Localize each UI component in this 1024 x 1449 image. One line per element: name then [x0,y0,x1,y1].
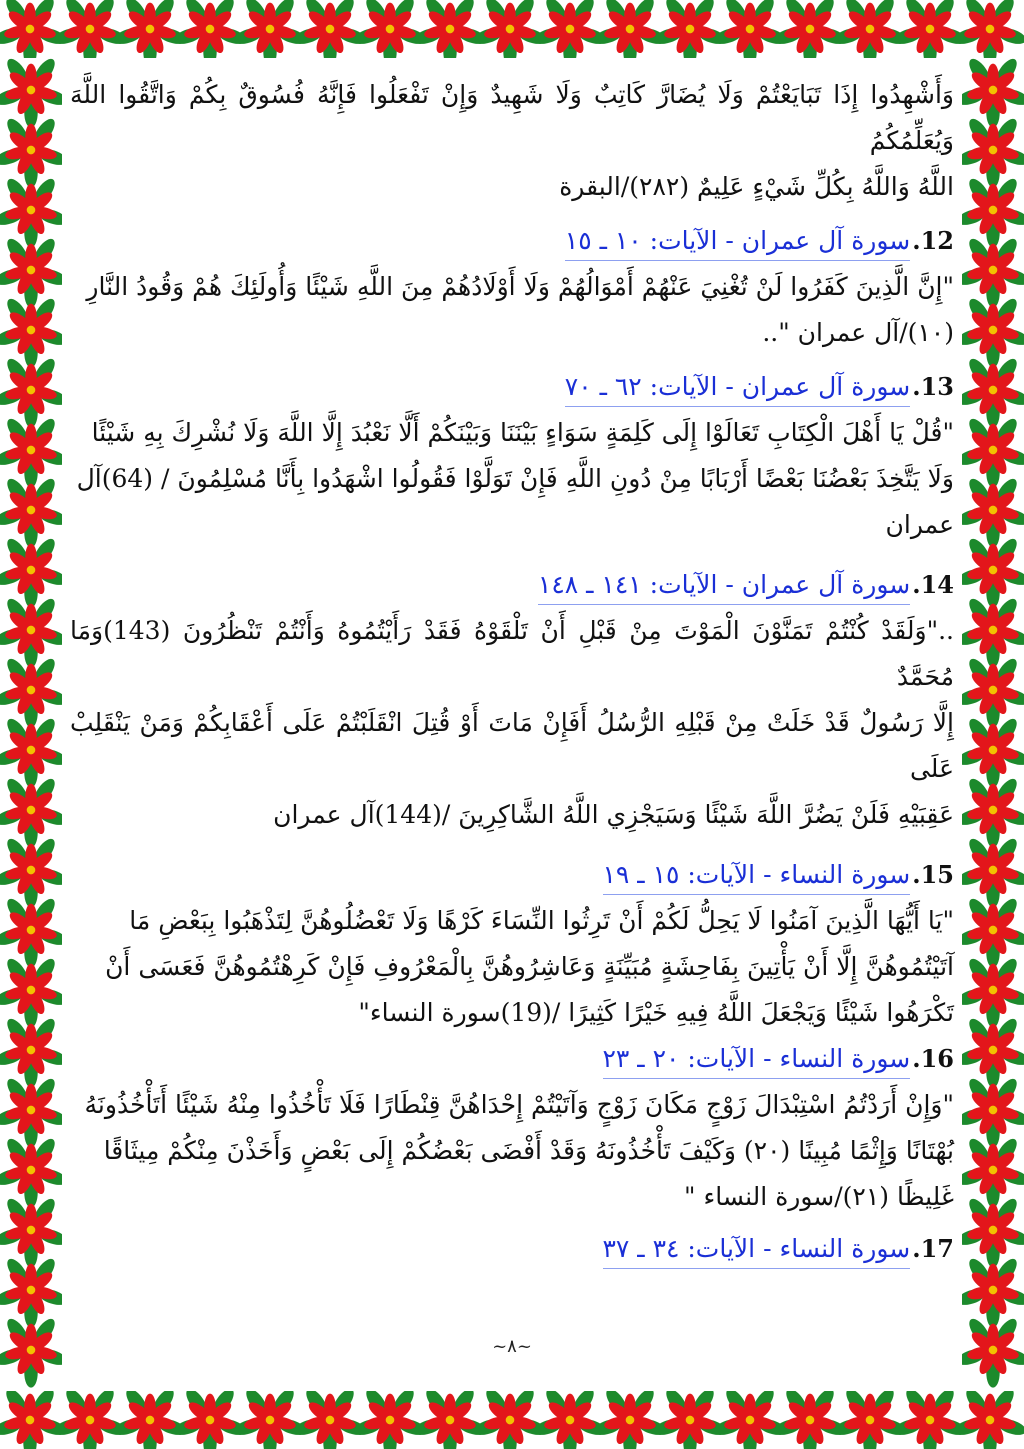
verse-line: بُهْتَانًا وَإِثْمًا مُبِينًا (٢٠) وَكَيْفَ تَأْخُذُونَهُ وَقَدْ أَفْضَى بَعْضُكُمْ إِلَى بَعْضٍ وَأَخَذْنَ مِنْكُمْ مِيثَاقًا [103,1136,954,1165]
verse-line: "قُلْ يَا أَهْلَ الْكِتَابِ تَعَالَوْا إِلَى كَلِمَةٍ سَوَاءٍ بَيْنَنَا وَبَيْنَكُمْ أَلَّا نَعْبُدَ إِلَّا اللَّهَ وَلَا نُشْرِكَ بِهِ شَيْئًا [91,418,954,447]
entry-12 [70,218,954,356]
poinsettia-flower-icon [962,1196,1024,1268]
poinsettia-flower-icon [962,656,1024,728]
entry-number: 12. [912,226,954,255]
poinsettia-flower-icon [172,1391,248,1449]
poinsettia-flower-icon [0,236,62,308]
entry-heading [70,364,954,410]
poinsettia-flower-icon [232,1391,308,1449]
poinsettia-flower-icon [712,1391,788,1449]
entry-heading [70,218,954,264]
poinsettia-flower-icon [0,1076,62,1148]
verse-line: وَلَا يَتَّخِذَ بَعْضُنَا بَعْضًا أَرْبَابًا مِنْ دُونِ اللَّهِ فَإِنْ تَوَلَّوْا فَقُولُوا اشْهَدُوا بِأَنَّا مُسْلِمُونَ / (64)آل [76,464,954,493]
poinsettia-flower-icon [0,536,62,608]
verse-line: "يَا أَيُّهَا الَّذِينَ آمَنُوا لَا يَحِلُّ لَكُمْ أَنْ تَرِثُوا النِّسَاءَ كَرْهًا وَلَا تَعْضُلُوهُنَّ لِتَذْهَبُوا بِبَعْضِ مَا [129,906,954,935]
poinsettia-border-left [0,0,62,1449]
poinsettia-flower-icon [962,116,1024,188]
poinsettia-flower-icon [472,1391,548,1449]
poinsettia-flower-icon [412,0,488,58]
poinsettia-flower-icon [892,0,968,58]
document-page [70,72,954,1362]
poinsettia-flower-icon [952,1391,1024,1449]
entry-14 [70,562,954,838]
poinsettia-flower-icon [172,0,248,58]
poinsettia-flower-icon [0,0,68,58]
poinsettia-border-top [0,0,1024,58]
poinsettia-flower-icon [962,56,1024,128]
poinsettia-flower-icon [962,1076,1024,1148]
verse-line: تَكْرَهُوا شَيْئًا وَيَجْعَلَ اللَّهُ فِيهِ خَيْرًا كَثِيرًا /(19)سورة النساء" [358,998,954,1027]
poinsettia-border-right [962,0,1024,1449]
poinsettia-flower-icon [0,716,62,788]
poinsettia-flower-icon [52,0,128,58]
poinsettia-flower-icon [0,176,62,248]
page-number: ~٨~ [492,1336,532,1357]
poinsettia-flower-icon [0,896,62,968]
verse-line: آتَيْتُمُوهُنَّ إِلَّا أَنْ يَأْتِينَ بِفَاحِشَةٍ مُبَيِّنَةٍ وَعَاشِرُوهُنَّ بِالْمَعْرُوفِ فَإِنْ كَرِهْتُمُوهُنَّ فَعَسَى أَنْ [105,952,954,981]
poinsettia-flower-icon [832,1391,908,1449]
entry-number: 15. [912,860,954,889]
verse-line: عَقِبَيْهِ فَلَنْ يَضُرَّ اللَّهَ شَيْئًا وَسَيَجْزِي اللَّهُ الشَّاكِرِينَ /(144)آل عمران [273,800,954,829]
entry-15 [70,852,954,1036]
poinsettia-flower-icon [962,836,1024,908]
poinsettia-flower-icon [832,0,908,58]
verse-line: "وَإِنْ أَرَدْتُمُ اسْتِبْدَالَ زَوْجٍ مَكَانَ زَوْجٍ وَآتَيْتُمْ إِحْدَاهُنَّ قِنْطَارًا فَلَا تَأْخُذُوا مِنْهُ شَيْئًا أَتَأْخُذُونَهُ [84,1090,954,1119]
poinsettia-flower-icon [0,776,62,848]
poinsettia-flower-icon [0,416,62,488]
entry-heading [70,562,954,608]
poinsettia-flower-icon [112,0,188,58]
surah-link[interactable]: سورة النساء - الآيات: ٣٤ ـ ٣٧ [603,1230,911,1269]
entry-13 [70,364,954,548]
poinsettia-flower-icon [962,896,1024,968]
surah-link[interactable]: سورة آل عمران - الآيات: ٦٢ ـ ٧٠ [565,368,910,407]
poinsettia-flower-icon [962,176,1024,248]
poinsettia-border-bottom [0,1391,1024,1449]
poinsettia-flower-icon [532,1391,608,1449]
poinsettia-flower-icon [592,0,668,58]
poinsettia-flower-icon [962,1016,1024,1088]
poinsettia-flower-icon [0,1391,68,1449]
poinsettia-flower-icon [352,1391,428,1449]
verse-line: اللَّهُ وَاللَّهُ بِكُلِّ شَيْءٍ عَلِيمٌ (٢٨٢)/البقرة [559,172,954,201]
poinsettia-flower-icon [962,596,1024,668]
poinsettia-flower-icon [652,1391,728,1449]
surah-link[interactable]: سورة آل عمران - الآيات: ١٤١ ـ ١٤٨ [538,566,910,605]
verse-line: إِلَّا رَسُولٌ قَدْ خَلَتْ مِنْ قَبْلِهِ الرُّسُلُ أَفَإِنْ مَاتَ أَوْ قُتِلَ انْقَلَبْتُمْ عَلَى أَعْقَابِكُمْ وَمَنْ يَنْقَلِبْ عَلَى [70,708,954,783]
poinsettia-flower-icon [962,956,1024,1028]
poinsettia-flower-icon [652,0,728,58]
entry-number: 14. [912,570,954,599]
poinsettia-flower-icon [962,536,1024,608]
poinsettia-flower-icon [532,0,608,58]
entry-16 [70,1036,954,1220]
verse-line: "إِنَّ الَّذِينَ كَفَرُوا لَنْ تُغْنِيَ عَنْهُمْ أَمْوَالُهُمْ وَلَا أَوْلَادُهُمْ مِنَ اللَّهِ شَيْئًا وَأُولَئِكَ هُمْ وَقُودُ النَّارِ [86,272,954,301]
verse-line: عمران [885,510,954,539]
entry-number: 13. [912,372,954,401]
poinsettia-flower-icon [0,476,62,548]
poinsettia-flower-icon [0,1256,62,1328]
poinsettia-flower-icon [0,356,62,428]
poinsettia-flower-icon [292,1391,368,1449]
verse-line: وَأَشْهِدُوا إِذَا تَبَايَعْتُمْ وَلَا يُضَارَّ كَاتِبٌ وَلَا شَهِيدٌ وَإِنْ تَفْعَلُوا فَإِنَّهُ فُسُوقٌ بِكُمْ وَاتَّقُوا اللَّهَ وَيُعَلِّمُكُمُ [70,80,954,155]
verse-line: غَلِيظًا (٢١)/سورة النساء " [684,1182,954,1211]
entry-number: 16. [912,1044,954,1073]
continuation-block [70,72,954,210]
poinsettia-flower-icon [0,116,62,188]
poinsettia-flower-icon [952,0,1024,58]
poinsettia-flower-icon [292,0,368,58]
poinsettia-flower-icon [592,1391,668,1449]
poinsettia-flower-icon [472,0,548,58]
surah-link[interactable]: سورة آل عمران - الآيات: ١٠ ـ ١٥ [565,222,910,261]
surah-link[interactable]: سورة النساء - الآيات: ٢٠ ـ ٢٣ [603,1040,911,1079]
poinsettia-flower-icon [962,236,1024,308]
poinsettia-flower-icon [962,1136,1024,1208]
poinsettia-flower-icon [0,956,62,1028]
poinsettia-flower-icon [112,1391,188,1449]
poinsettia-flower-icon [962,776,1024,848]
poinsettia-flower-icon [962,416,1024,488]
poinsettia-flower-icon [962,356,1024,428]
verse-line: (١٠)/آل عمران ".. [762,318,954,347]
entry-heading [70,1226,954,1272]
entry-17 [70,1226,954,1272]
poinsettia-flower-icon [0,1196,62,1268]
poinsettia-flower-icon [0,836,62,908]
poinsettia-flower-icon [232,0,308,58]
verse-line: .."وَلَقَدْ كُنْتُمْ تَمَنَّوْنَ الْمَوْتَ مِنْ قَبْلِ أَنْ تَلْقَوْهُ فَقَدْ رَأَيْتُمُوهُ وَأَنْتُمْ تَنْظُرُونَ (143)وَمَا مُحَمَّدٌ [70,616,954,691]
poinsettia-flower-icon [0,56,62,128]
poinsettia-flower-icon [52,1391,128,1449]
poinsettia-flower-icon [0,1136,62,1208]
poinsettia-flower-icon [772,0,848,58]
poinsettia-flower-icon [412,1391,488,1449]
poinsettia-flower-icon [962,716,1024,788]
poinsettia-flower-icon [962,1256,1024,1328]
entry-heading [70,1036,954,1082]
poinsettia-flower-icon [0,596,62,668]
poinsettia-flower-icon [962,296,1024,368]
poinsettia-flower-icon [892,1391,968,1449]
poinsettia-flower-icon [772,1391,848,1449]
poinsettia-flower-icon [352,0,428,58]
poinsettia-flower-icon [962,476,1024,548]
surah-link[interactable]: سورة النساء - الآيات: ١٥ ـ ١٩ [603,856,911,895]
poinsettia-flower-icon [0,656,62,728]
poinsettia-flower-icon [712,0,788,58]
entry-heading [70,852,954,898]
entry-number: 17. [912,1234,954,1263]
poinsettia-flower-icon [0,296,62,368]
poinsettia-flower-icon [0,1016,62,1088]
